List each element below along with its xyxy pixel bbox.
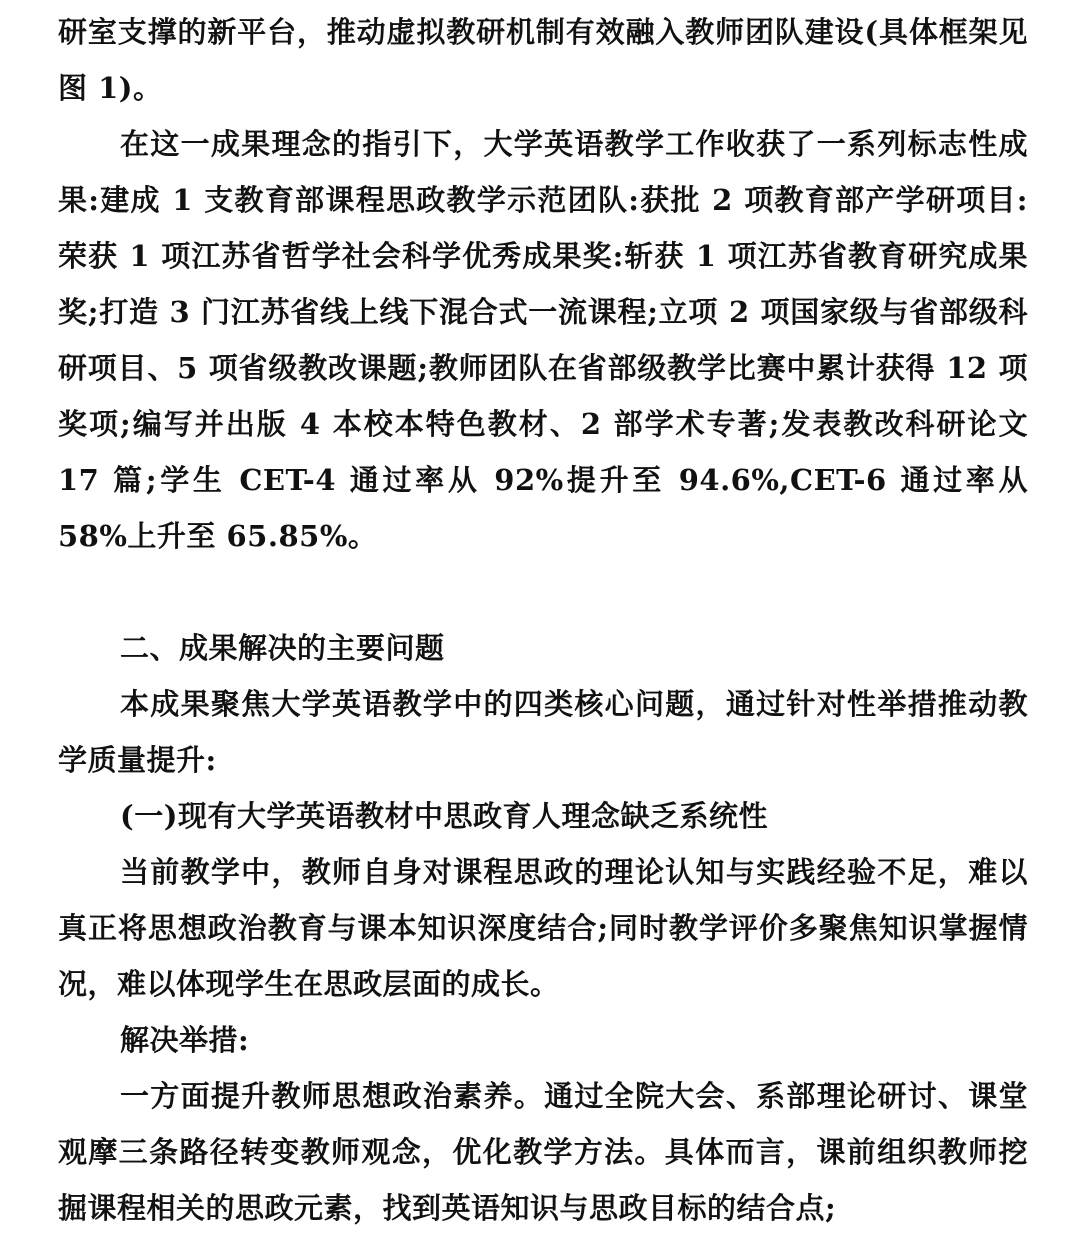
paragraph-achievements: 在这一成果理念的指引下，大学英语教学工作收获了一系列标志性成果:建成 1 支教育部课程思政教学示范团队:获批 2 项教育部产学研项目:荣获 1 项江苏省哲学社会科学优秀成果奖:斩获 1 项江苏省教育研究成果奖;打造 3 门江苏省线上线下混合式一流课程;立项 2 项国家级与省部级科研项目、5 项省级教改课题;教师团队在省部级教学比赛中累计获得 12 项奖项;编写并出版 4 本校本特色教材、2 部学术专著;发表教改科研论文 17 篇;学生 CET-4 通过率从 92%提升至 94.6%,CET-6 通过率从 58%上升至 65.85%。: [58, 127, 1028, 553]
section-heading: 二、成果解决的主要问题: [120, 631, 445, 665]
paragraph-problem: 当前教学中，教师自身对课程思政的理论认知与实践经验不足，难以真正将思想政治教育与课本知识深度结合;同时教学评价多聚焦知识掌握情况，难以体现学生在思政层面的成长。: [58, 855, 1028, 1001]
paragraph-intro: 本成果聚焦大学英语教学中的四类核心问题，通过针对性举措推动教学质量提升:: [58, 687, 1028, 777]
paragraph-solution: 一方面提升教师思想政治素养。通过全院大会、系部理论研讨、课堂观摩三条路径转变教师观念，优化教学方法。具体而言，课前组织教师挖掘课程相关的思政元素，找到英语知识与思政目标的结合点;: [58, 1079, 1028, 1225]
sub-heading: (一)现有大学英语教材中思政育人理念缺乏系统性: [120, 799, 768, 833]
document-page: [58, 0, 1028, 1236]
paragraph-continued: 研室支撑的新平台，推动虚拟教研机制有效融入教师团队建设(具体框架见图 1)。: [58, 15, 1028, 105]
solution-label: 解决举措:: [120, 1023, 250, 1057]
